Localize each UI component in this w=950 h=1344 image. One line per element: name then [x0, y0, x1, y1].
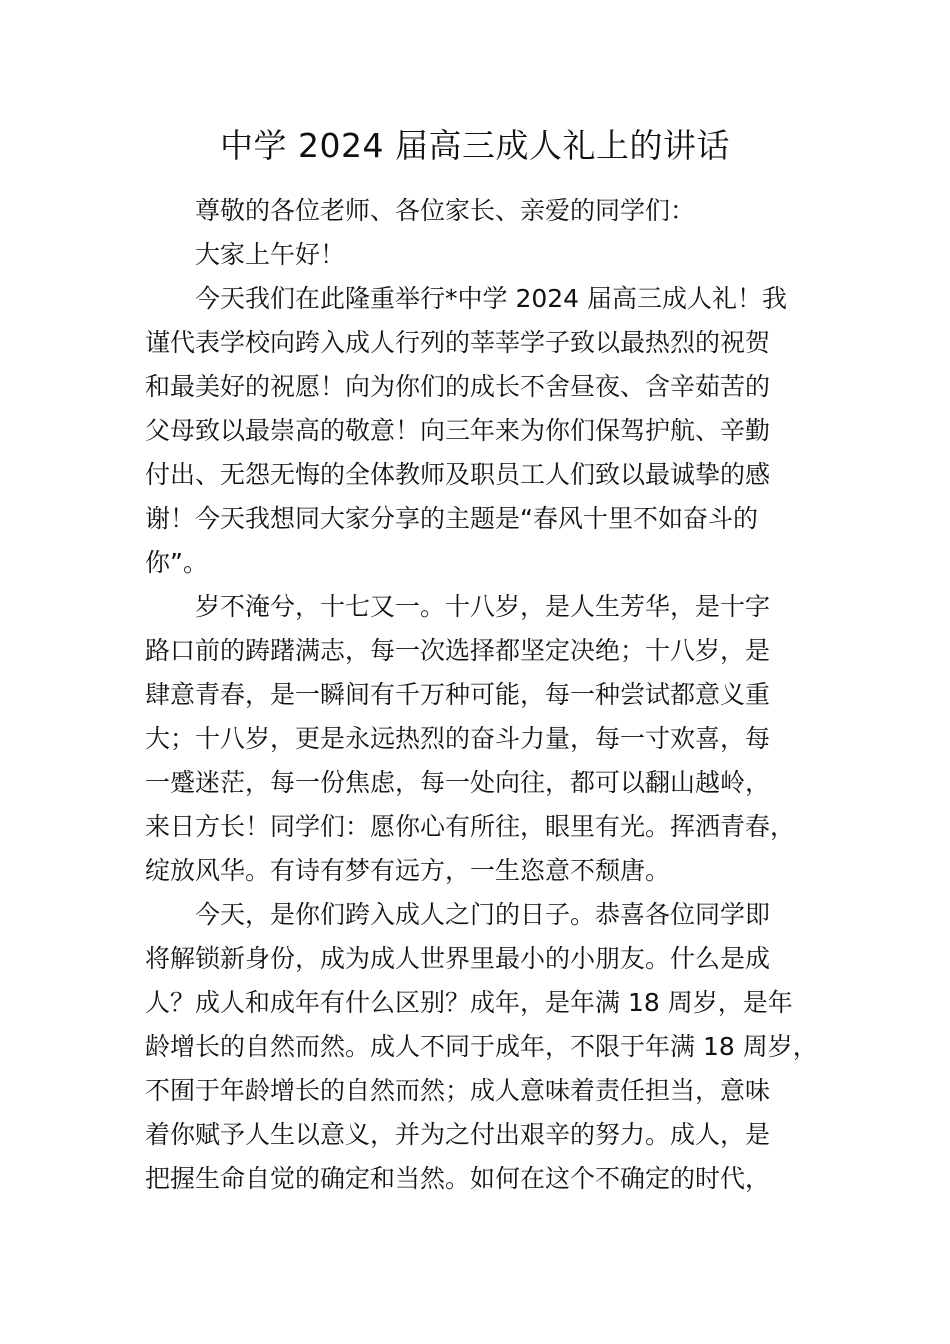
opening-line: 大家上午好！: [195, 240, 346, 269]
text-line: 肆意青春，是一瞬间有千万种可能，每一种尝试都意义重: [145, 680, 771, 709]
text-line: 付出、无怨无悔的全体教师及职员工人们致以最诚挚的感: [145, 460, 771, 489]
document-title: 中学 2024 届高三成人礼上的讲话: [220, 126, 730, 165]
text-line: 父母致以最崇高的敬意！向三年来为你们保驾护航、辛勤: [145, 416, 771, 445]
text-line: 岁不淹兮，十七又一。十八岁，是人生芳华，是十字: [195, 592, 771, 621]
paragraph-2: [145, 585, 805, 893]
text-line: 人？成人和成年有什么区别？成年，是年满 18 周岁，是年: [145, 988, 793, 1017]
text-line: 龄增长的自然而然。成人不同于成年，不限于年满 18 周岁，: [145, 1032, 818, 1061]
text-line: 路口前的踌躇满志，每一次选择都坚定决绝；十八岁，是: [145, 636, 771, 665]
text-line: 大；十八岁，更是永远热烈的奋斗力量，每一寸欢喜，每: [145, 724, 771, 753]
text-line: 把握生命自觉的确定和当然。如何在这个不确定的时代，: [145, 1164, 771, 1193]
document-body: [145, 189, 818, 1201]
paragraph-1: [145, 277, 805, 585]
text-line: 一蹙迷茫，每一份焦虑，每一处向往，都可以翻山越岭，: [145, 768, 771, 797]
text-line: 今天我们在此隆重举行*中学 2024 届高三成人礼！我: [195, 284, 788, 313]
text-line: 和最美好的祝愿！向为你们的成长不舍昼夜、含辛茹苦的: [145, 372, 771, 401]
text-line: 绽放风华。有诗有梦有远方，一生恣意不颓唐。: [145, 856, 671, 885]
text-line: 将解锁新身份，成为成人世界里最小的小朋友。什么是成: [145, 944, 771, 973]
text-line: 今天，是你们跨入成人之门的日子。恭喜各位同学即: [195, 900, 771, 929]
text-line: 着你赋予人生以意义，并为之付出艰辛的努力。成人，是: [145, 1120, 771, 1149]
greeting-line: 尊敬的各位老师、各位家长、亲爱的同学们：: [195, 196, 696, 225]
text-line: 来日方长！同学们：愿你心有所往，眼里有光。挥洒青春，: [145, 812, 796, 841]
text-line: 不囿于年龄增长的自然而然；成人意味着责任担当，意味: [145, 1076, 771, 1105]
paragraph-3: [145, 893, 818, 1201]
text-line: 谨代表学校向跨入成人行列的莘莘学子致以最热烈的祝贺: [145, 328, 771, 357]
text-line: 你”。: [145, 548, 208, 577]
text-line: 谢！今天我想同大家分享的主题是“春风十里不如奋斗的: [145, 504, 758, 533]
